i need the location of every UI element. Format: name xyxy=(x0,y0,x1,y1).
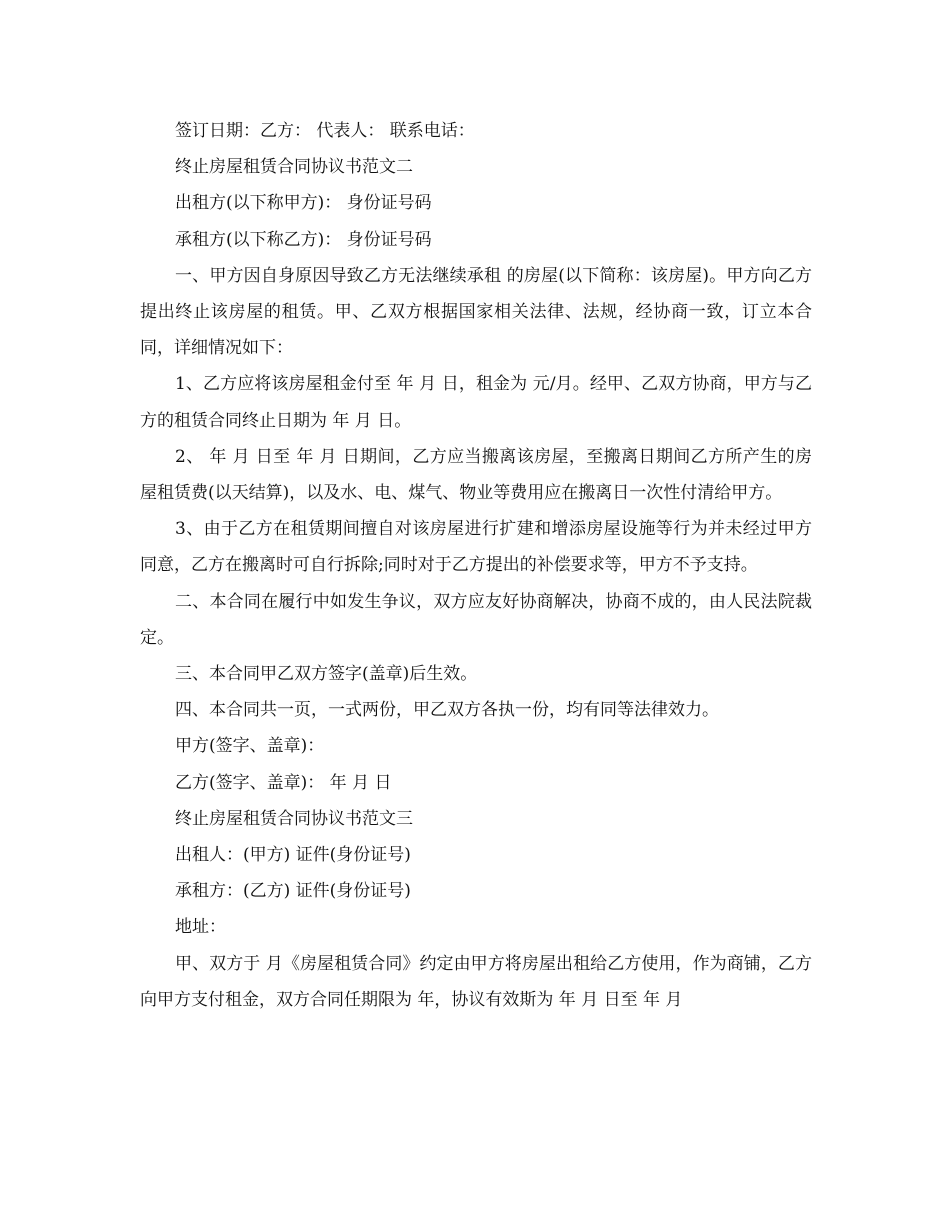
clause-four: 四、本合同共一页，一式两份，甲乙双方各执一份，均有同等法律效力。 xyxy=(175,700,719,721)
clause-one: 一、甲方因自身原因导致乙方无法继续承租 的房屋(以下简称：该房屋)。甲方向乙方提出终止该房屋的租赁。甲、乙双方根据国家相关法律、法规，经协商一致，订立本合同，详细情况如下： xyxy=(140,265,812,359)
clause-item-3: 3、由于乙方在租赁期间擅自对该房屋进行扩建和增添房屋设施等行为并未经过甲方同意，乙方在搬离时可自行拆除;同时对于乙方提出的补偿要求等，甲方不予支持。 xyxy=(140,519,812,576)
clause-three: 三、本合同甲乙双方签字(盖章)后生效。 xyxy=(175,664,478,685)
lessee-id-line: 承租方：(乙方) 证件(身份证号) xyxy=(175,881,411,902)
party-a-signature-line: 甲方(签字、盖章)： xyxy=(175,736,325,757)
party-b-signature-line: 乙方(签字、盖章)： 年 月 日 xyxy=(175,772,392,793)
clause-item-2: 2、 年 月 日至 年 月 日期间，乙方应当搬离该房屋，至搬离日期间乙方所产生的房屋租赁费(以天结算)，以及水、电、煤气、物业等费用应在搬离日一次性付清给甲方。 xyxy=(140,446,812,504)
lessor-line: 出租方(以下称甲方)： 身份证号码 xyxy=(175,193,432,214)
document-body xyxy=(140,113,812,1018)
address-line: 地址： xyxy=(175,917,226,938)
clause-two: 二、本合同在履行中如发生争议，双方应友好协商解决，协商不成的，由人民法院裁定。 xyxy=(140,591,812,648)
clause-item-1: 1、乙方应将该房屋租金付至 年 月 日，租金为 元/月。经甲、乙双方协商，甲方与乙方的租赁合同终止日期为 年 月 日。 xyxy=(140,374,812,431)
agreement-paragraph: 甲、双方于 月《房屋租赁合同》约定由甲方将房屋出租给乙方使用，作为商铺，乙方向甲方支付租金，双方合同任期限为 年，协议有效斯为 年 月 日至 年 月 xyxy=(140,953,812,1010)
lessor-id-line: 出租人：(甲方) 证件(身份证号) xyxy=(175,845,411,866)
signing-info-line: 签订日期：乙方： 代表人： 联系电话： xyxy=(175,121,475,141)
section-title-sample-three: 终止房屋租赁合同协议书范文三 xyxy=(175,808,413,829)
section-title-sample-two: 终止房屋租赁合同协议书范文二 xyxy=(175,157,413,178)
lessee-line: 承租方(以下称乙方)： 身份证号码 xyxy=(175,229,432,250)
